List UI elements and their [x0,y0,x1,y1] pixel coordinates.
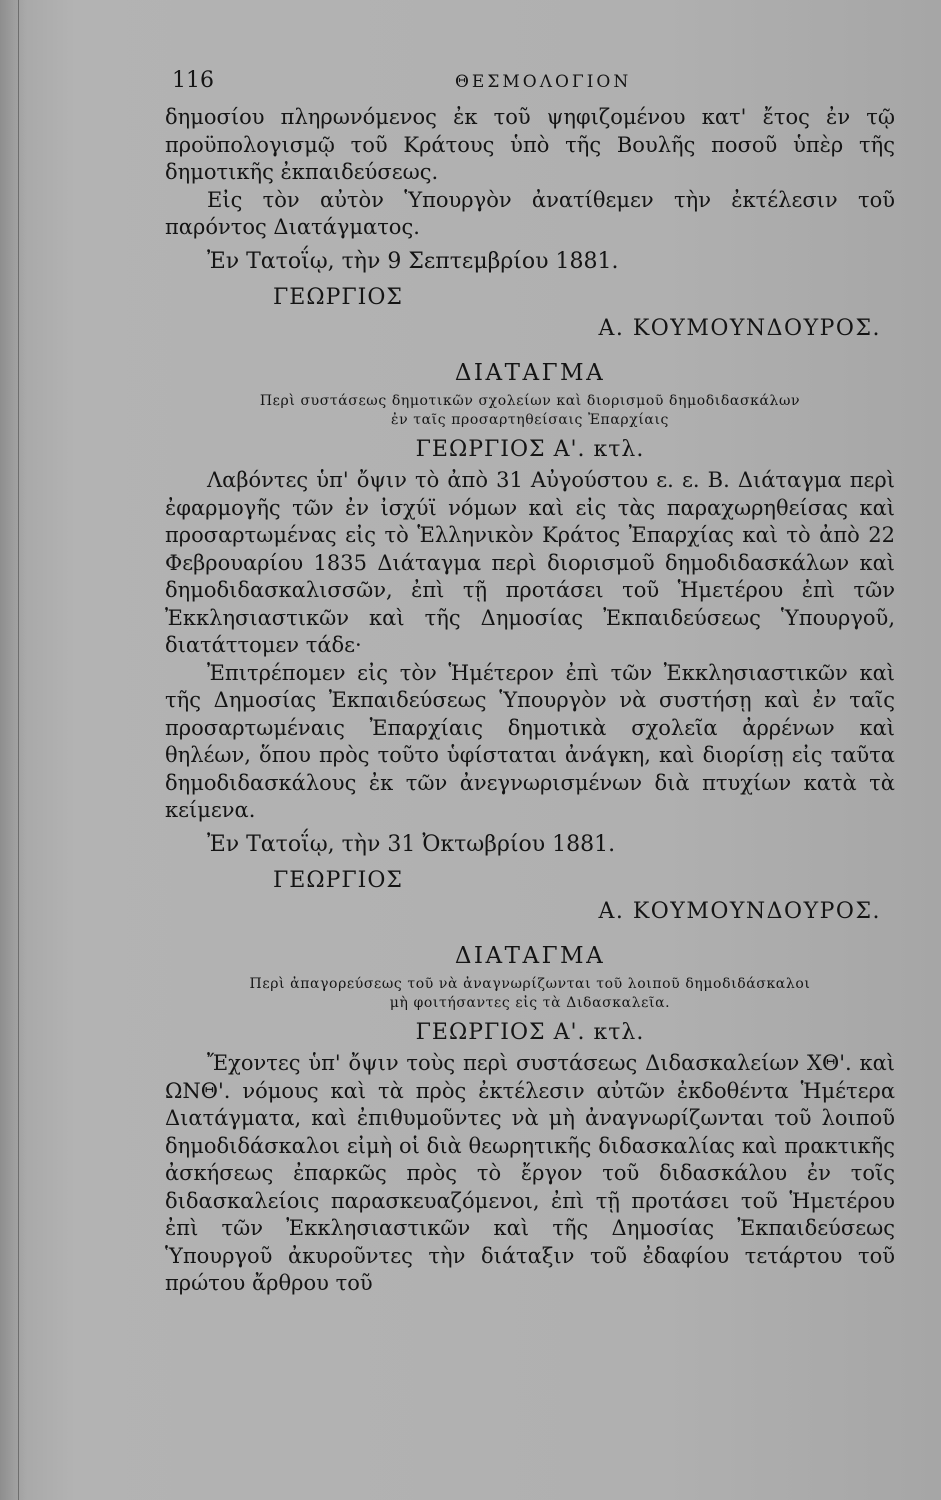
page-number: 116 [172,68,214,93]
decree3-subtitle [165,975,895,1013]
continuation-paragraph: δημοσίου πληρωνόμενος ἐκ τοῦ ψηφιζομένου κατ' ἔτος ἐν τῷ προϋπολογισμῷ τοῦ Κράτους ὑπὸ τῆς Βουλῆς ποσοῦ ὑπὲρ τῆς δημοτικῆς ἐκπαιδεύσεως. [165,105,895,184]
decree3-subtitle-line1: Περὶ ἀπαγορεύσεως τοῦ νὰ ἀναγνωρίζωνται τοῦ λοιποῦ δημοδιδάσκαλοι [249,975,811,992]
decree2-subtitle-line2: ἐν ταῖς προσαρτηθείσαις Ἐπαρχίαις [390,411,670,428]
page-binding-edge [0,0,26,1500]
decree1-date: Ἐν Τατοΐῳ, τὴν 9 Σεπτεμβρίου 1881. [207,248,619,274]
decree3-paragraph1: Ἔχοντες ὑπ' ὄψιν τοὺς περὶ συστάσεως Διδασκαλείων ΧΘ'. καὶ ΩΝΘ'. νόμους καὶ τὰ πρὸς ἐκτέλεσιν αὐτῶν ἐκδοθέντα Ἡμέτερα Διατάγματα, καὶ ἐπιθυμοῦντες νὰ μὴ ἀναγνωρίζωνται τοῦ λοιποῦ δημοδιδάσκαλοι εἰμὴ οἱ διὰ θεωρητικῆς διδασκαλίας καὶ πρακτικῆς ἀσκήσεως ἐπαρκῶς πρὸς τὸ ἔργον τοῦ διδασκάλου ἐν τοῖς διδασκαλείοις παρασκευαζόμενοι, ἐπὶ τῇ προτάσει τοῦ Ἡμετέρου ἐπὶ τῶν Ἐκκλησιαστικῶν καὶ τῆς Δημοσίας Ἐκπαιδεύσεως Ὑπουργοῦ ἀκυροῦντες τὴν διάταξιν τοῦ ἐδαφίου τετάρτου τοῦ πρώτου ἄρθρου τοῦ [165,1051,895,1295]
journal-title: ΘΕΣΜΟΛΟΓΙΟΝ [455,72,632,92]
decree3-subtitle-line2: μὴ φοιτήσαντες εἰς τὰ Διδασκαλεῖα. [389,994,671,1011]
decree2-paragraph1: Λαβόντες ὑπ' ὄψιν τὸ ἀπὸ 31 Αὐγούστου ε. ε. Β. Διάταγμα περὶ ἐφαρμογῆς τῶν ἐν ἰσχύϊ νόμων καὶ εἰς τὰς παραχωρηθείσας καὶ προσαρτωμένας εἰς τὸ Ἑλληνικὸν Κράτος Ἐπαρχίας καὶ τὸ ἀπὸ 22 Φεβρουαρίου 1835 Διάταγμα περὶ διορισμοῦ δημοδιδασκάλων καὶ δημοδιδασκαλισσῶν, ἐπὶ τῇ προτάσει τοῦ Ἡμετέρου ἐπὶ τῶν Ἐκκλησιαστικῶν καὶ τῆς Δημοσίας Ἐκπαιδεύσεως Ὑπουργοῦ, διατάττομεν τάδε· [165,468,895,657]
running-header [172,68,892,98]
decree3-royal-title: ΓΕΩΡΓΙΟΣ Α'. κτλ. [415,1019,645,1045]
decree3-heading: ΔΙΑΤΑΓΜΑ [454,943,606,969]
decree2-heading: ΔΙΑΤΑΓΜΑ [454,360,606,386]
decree2-royal-title: ΓΕΩΡΓΙΟΣ Α'. κτλ. [415,436,645,462]
decree2-minister-signature: Α. ΚΟΥΜΟΥΝΔΟΥΡΟΣ. [598,898,881,924]
decree2-paragraph2: Ἐπιτρέπομεν εἰς τὸν Ἡμέτερον ἐπὶ τῶν Ἐκκλησιαστικῶν καὶ τῆς Δημοσίας Ἐκπαιδεύσεως Ὑπουργὸν νὰ συστήσῃ καὶ ἐν ταῖς προσαρτωμέναις Ἐπαρχίαις δημοτικὰ σχολεῖα ἀρρένων καὶ θηλέων, ὅπου πρὸς τοῦτο ὑφίσταται ἀνάγκη, καὶ διορίσῃ εἰς ταῦτα δημοδιδασκάλους ἐκ τῶν ἀνεγνωρισμένων διὰ πτυχίων κατὰ τὰ κείμενα. [165,660,895,822]
decree2-king-signature: ΓΕΩΡΓΙΟΣ [273,868,403,893]
document-body [165,104,895,1298]
decree2-subtitle-line1: Περὶ συστάσεως δημοτικῶν σχολείων καὶ διορισμοῦ δημοδιδασκάλων [259,392,801,409]
decree2-subtitle [165,392,895,430]
execution-paragraph: Εἰς τὸν αὐτὸν Ὑπουργὸν ἀνατίθεμεν τὴν ἐκτέλεσιν τοῦ παρόντος Διατάγματος. [165,187,895,239]
decree2-date: Ἐν Τατοΐῳ, τὴν 31 Ὀκτωβρίου 1881. [207,831,616,857]
decree1-minister-signature: Α. ΚΟΥΜΟΥΝΔΟΥΡΟΣ. [598,315,881,341]
decree1-king-signature: ΓΕΩΡΓΙΟΣ [273,285,403,310]
